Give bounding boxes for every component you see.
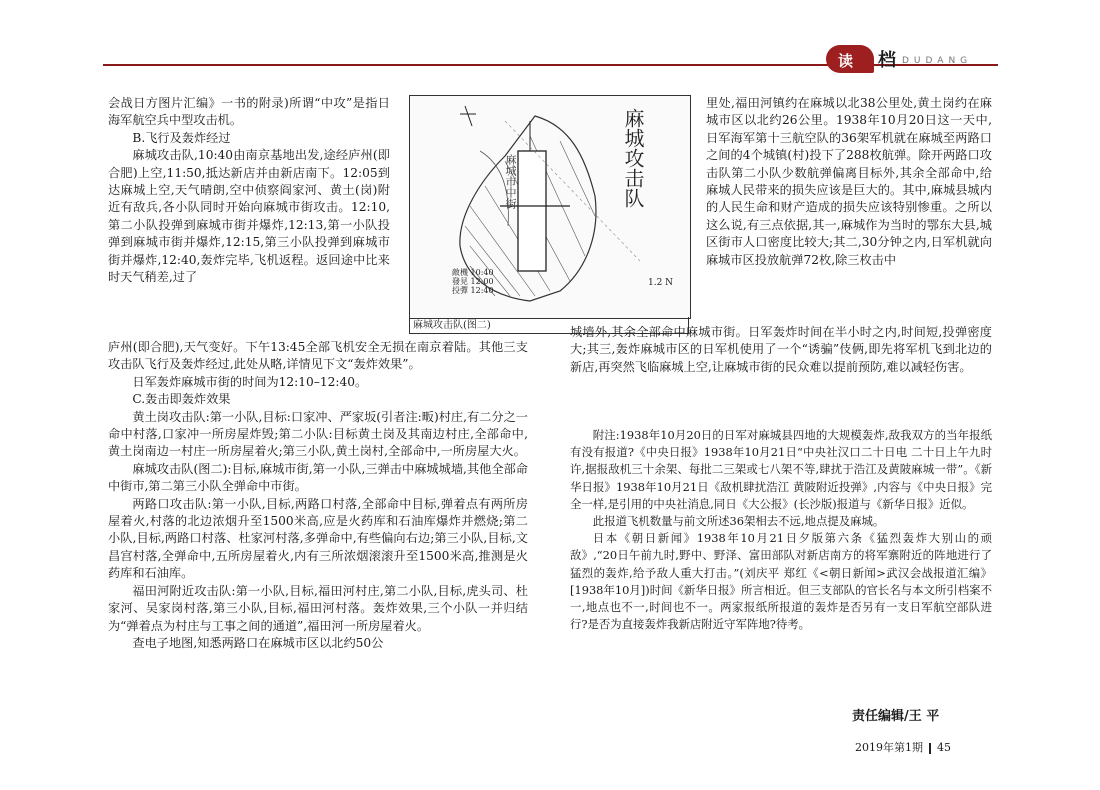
left-column-top bbox=[108, 95, 390, 286]
paragraph: 会战日方图片汇编》一书的附录)所谓“中攻”是指日海军航空兵中型攻击机。 bbox=[108, 96, 390, 128]
paragraph: 黄土岗攻击队:第一小队,目标:口家冲、严家坂(引者注:畈)村庄,有二分之一命中村落,口家冲一所房屋炸毁;第二小队:目标黄土岗及其南边村庄,全部命中,黄土岗南边一村庄一所房屋着火;第三小队,黄土岗村,全部命中,一所房屋大火。 bbox=[108, 409, 528, 459]
paragraph: 查电子地图,知悉两路口在麻城市区以北约50公 bbox=[132, 635, 384, 650]
page-number: 45 bbox=[937, 741, 951, 754]
issue-label: 2019年第1期 bbox=[855, 741, 923, 754]
paragraph: 庐州(即合肥),天气变好。下午13:45全部飞机安全无损在南京着陆。其他三支攻击队飞行及轰炸经过,此处从略,详情见下文“轰炸效果”。 bbox=[108, 340, 528, 372]
figure-map bbox=[409, 95, 691, 319]
paragraph: 麻城攻击队(图二):目标,麻城市街,第一小队,三弹击中麻城城墙,其他全部命中街市,第二第三小队全弹命中市街。 bbox=[108, 461, 528, 494]
editor-credit: 责任编辑/王 平 bbox=[852, 709, 940, 724]
paragraph: 日军轰炸麻城市街的时间为12:10–12:40。 bbox=[132, 374, 368, 389]
paragraph: 福田河附近攻击队:第一小队,目标,福田河村庄,第二小队,目标,虎头司、杜家河、吴家岗村落,第三小队,目标,福田河村落。轰炸效果,三个小队一并归结为“弹着点为村庄与工事之间的通道”,福田河一所房屋着火。 bbox=[108, 583, 528, 633]
footnote-block bbox=[570, 427, 992, 633]
paragraph: 城墙外,其余全部命中麻城市街。日军轰炸时间在半小时之内,时间短,投弹密度大;其三,轰炸麻城市区的日军机使用了一个“诱骗”伎俩,即先将军机飞到北边的新店,再突然飞临麻城上空,让麻城市街的民众难以提前预防,难以减轻伤害。 bbox=[570, 325, 992, 374]
paragraph: 两路口攻击队:第一小队,目标,两路口村落,全部命中目标,弹着点有两所房屋着火,村落的北边浓烟升至1500米高,应是火药库和石油库爆炸并燃烧;第二小队,目标,两路口村落、杜家河村落,多弹命中,有些偏向右边;第三小队,目标,文昌宫村落,全弹命中,五所房屋着火,内有三所浓烟滚滚升至1500米高,推测是火药库和石油库。 bbox=[108, 496, 528, 581]
footer-divider bbox=[929, 743, 931, 754]
right-column-full bbox=[570, 324, 992, 376]
left-column-full bbox=[108, 339, 528, 652]
paragraph: 里处,福田河镇约在麻城以北38公里处,黄土岗约在麻城市区以北约26公里。1938年10月20日这一天中,日军海军第十三航空队的36架军机就在麻城至两路口之间的4个城镇(村)投下了288枚航弹。除开两路口攻击队第二小队少数航弹偏离目标外,其余全部命中,给麻城人民带来的损失应该是巨大的。其中,麻城县城内的人民生命和财产造成的损失应该特别惨重。之所以这么说,有三点依据,其一,麻城作为当时的鄂东大县,城区街市人口密度比较大;其二,30分钟之内,日军机就向麻城市区投放航弹72枚,除三枚击中 bbox=[706, 96, 992, 267]
paragraph: 日本《朝日新闻》1938年10月21日夕版第六条《猛烈轰炸大别山的顽敌》,“20日午前九时,野中、野泽、富田部队对新店南方的将军寨附近的阵地进行了猛烈的轰炸,给予敌人重大打击。”(刘庆平 郑红《<朝日新闻>武汉会战报道汇编》[1938年10月])时间《新华日报》所言相近。但三支部队的官长名与本文所引档案不一,地点也不一,时间也不一。两家报纸所报道的轰炸是否另有一支日军航空部队进行?是否为直接轰炸我新店附近守军阵地?待考。 bbox=[570, 531, 992, 632]
column-title-char: 档 bbox=[878, 50, 896, 71]
right-column-top bbox=[706, 95, 992, 269]
column-logo bbox=[826, 45, 874, 73]
column-pinyin: DUDANG bbox=[902, 56, 973, 66]
figure-caption: 麻城攻击队(图二) bbox=[409, 317, 689, 334]
paragraph: 麻城攻击队,10:40由南京基地出发,途经庐州(即合肥)上空,11:50,抵达新店并由新店南下。12:05到达麻城上空,天气晴朗,空中侦察阎家河、黄土(岗)附近有敌兵,各小队同时开始向麻城市街攻击。12:10,第二小队投弹到麻城市街并爆炸,12:13,第一小队投弹到麻城市街并爆炸,12:15,第三小队投弹到麻城市街并爆炸,12:40,轰炸完毕,飞机返程。返回途中比来时天气稍差,过了 bbox=[108, 148, 390, 285]
paragraph: C.轰击即轰炸效果 bbox=[132, 392, 231, 407]
figure-legend-left: 敵機 10:40 發見 12:00 投彈 12:40 bbox=[452, 268, 494, 295]
logo-char: 读 bbox=[838, 52, 854, 70]
figure-title-vertical: 麻城攻击队 bbox=[621, 108, 645, 208]
paragraph: 此报道飞机数量与前文所述36架相去不远,地点提及麻城。 bbox=[592, 514, 885, 529]
figure-legend-right: 1.2 N bbox=[648, 278, 674, 288]
paragraph: B.飞行及轰炸经过 bbox=[132, 130, 231, 145]
figure-inner-label: 麻城市中街 bbox=[504, 154, 517, 209]
page-footer bbox=[855, 739, 951, 755]
paragraph: 附注:1938年10月20日的日军对麻城县四地的大规模轰炸,敌我双方的当年报纸有没有报道?《中央日报》1938年10月21日“中央社汉口二十日电 二十日上午九时许,据报敌机三十余架、每批二三架或七八架不等,肆扰于浩江及黄陂麻城一带”。《新华日报》1938年10月21日《敌机肆扰浩江 黄陂附近投弹》,内容与《中央日报》完全一样,是引用的中央社消息,同日《大公报》(长沙版)报道与《新华日报》近似。 bbox=[570, 428, 992, 511]
